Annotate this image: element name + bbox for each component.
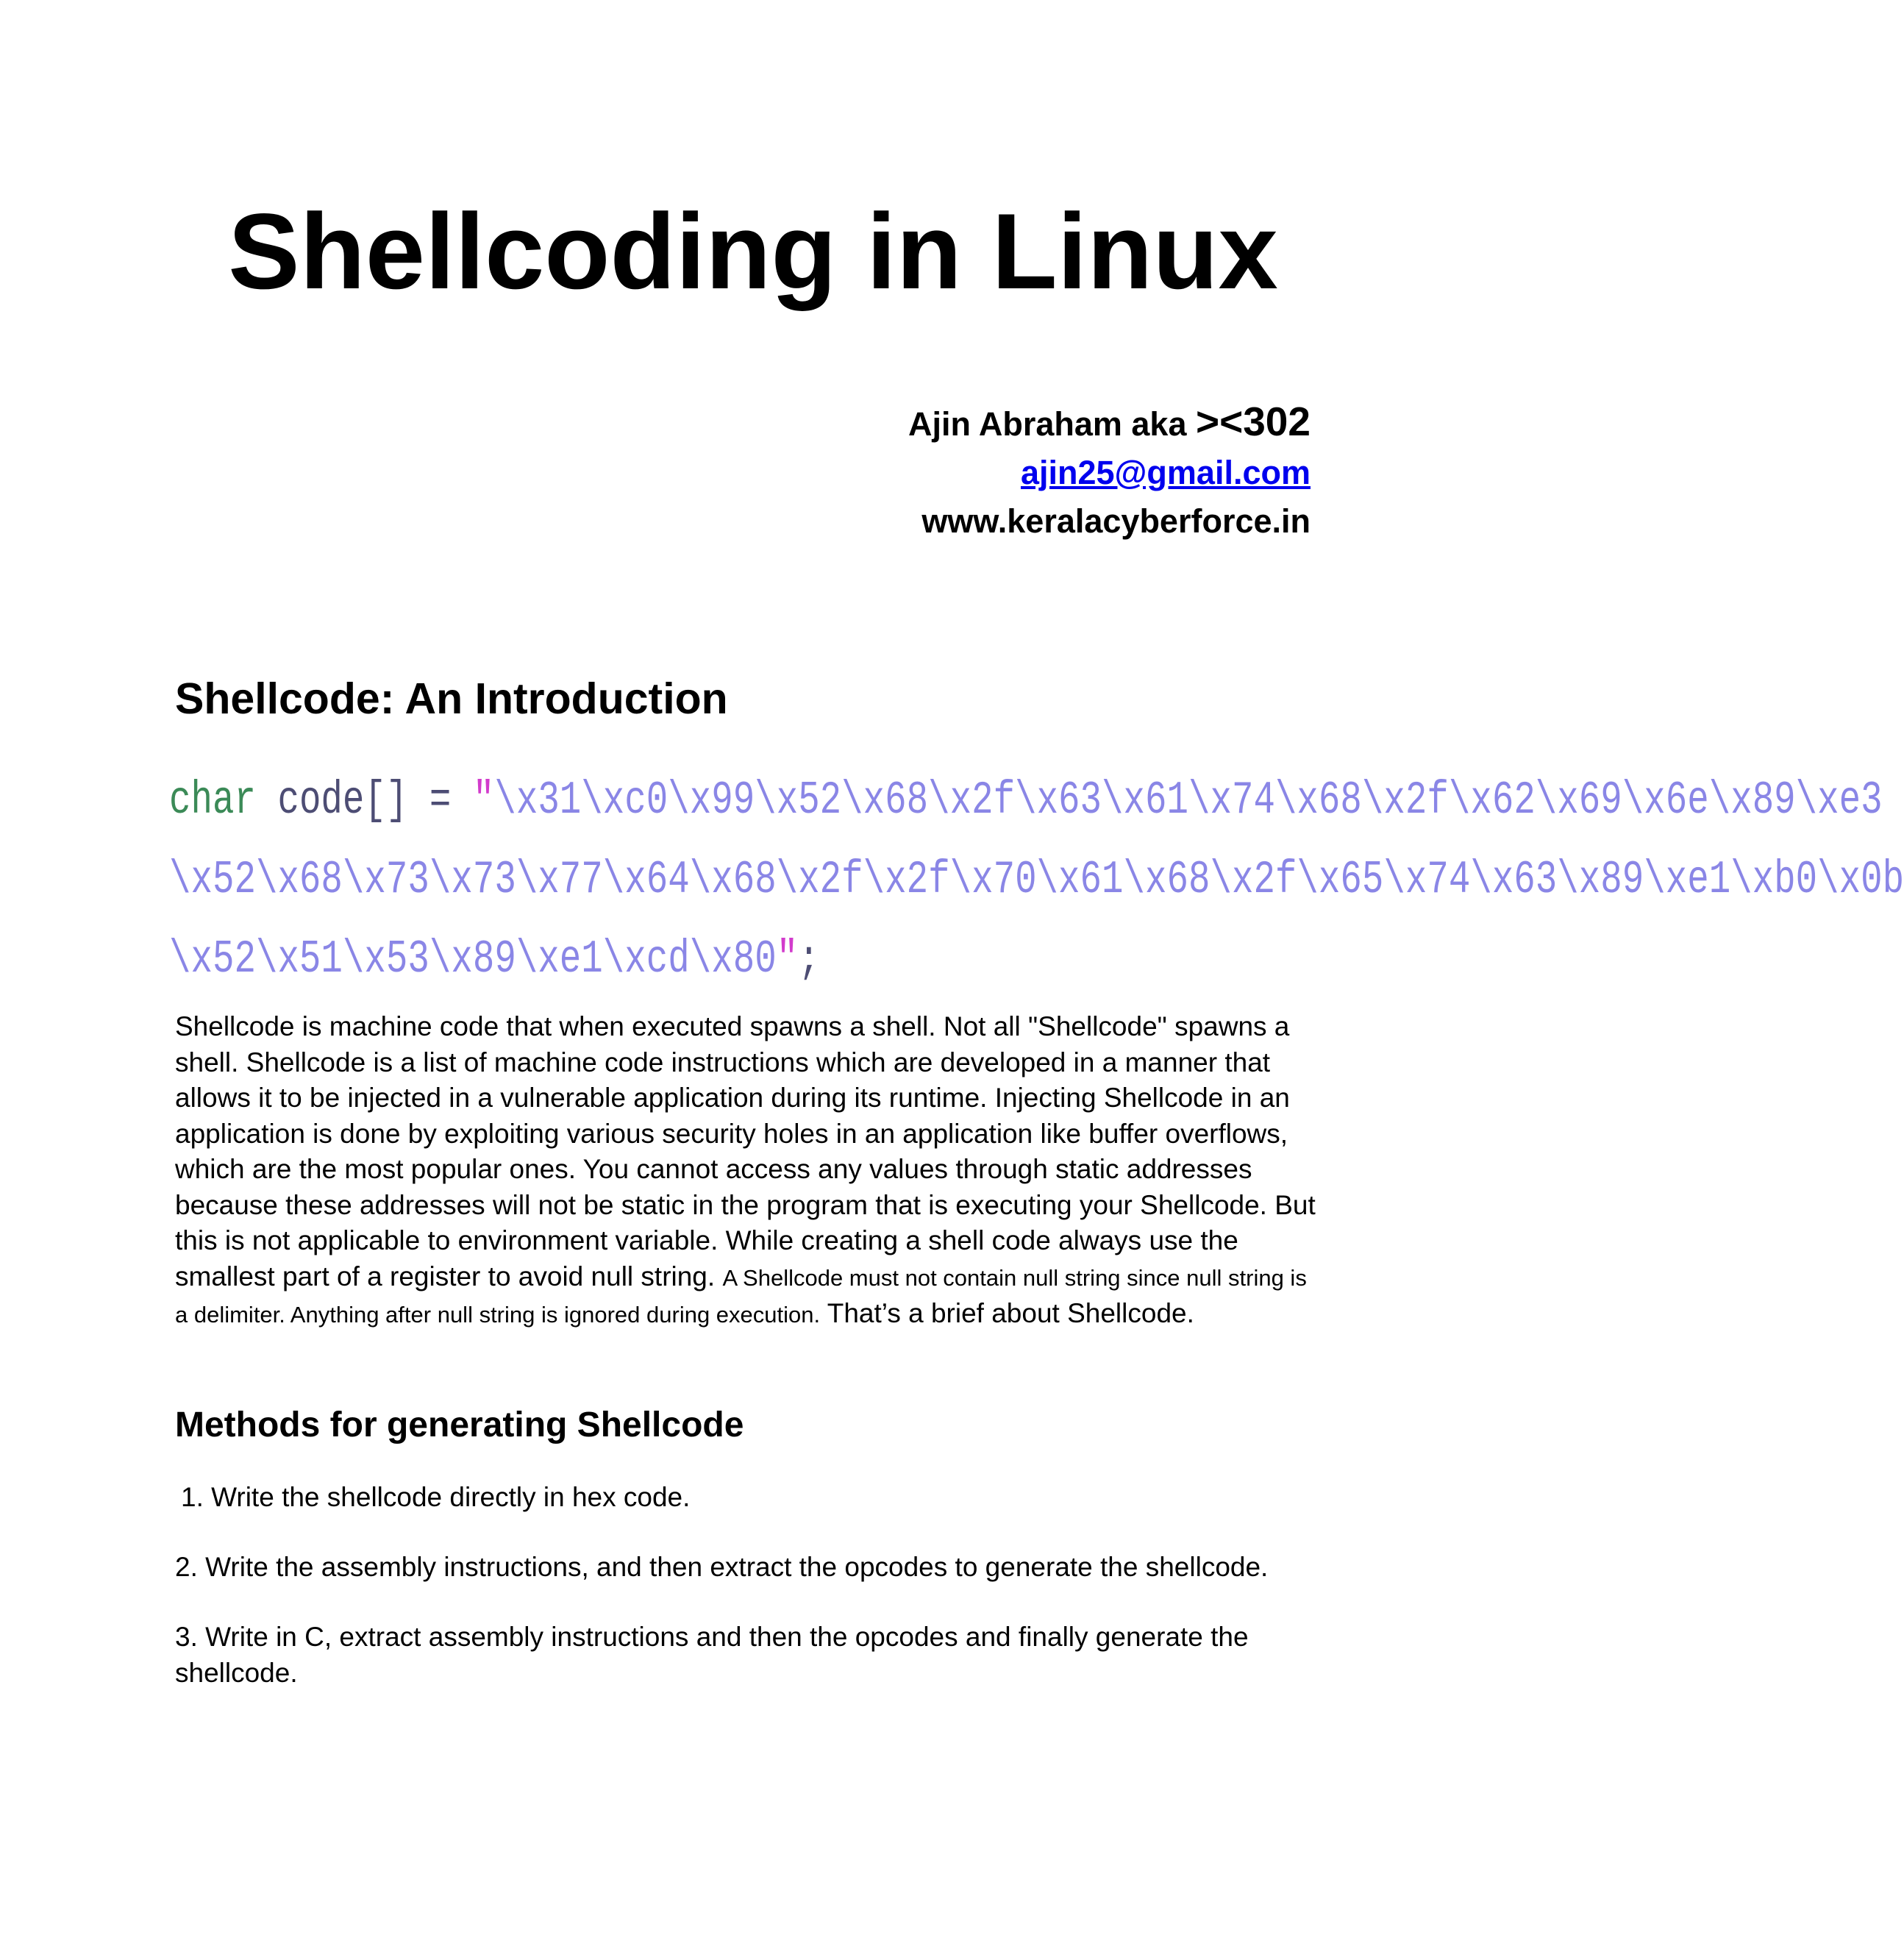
code-identifier: code[] =	[255, 774, 473, 827]
author-website: www.keralacyberforce.in	[921, 502, 1311, 540]
methods-heading: Methods for generating Shellcode	[175, 1405, 744, 1444]
code-line-1	[169, 761, 1883, 841]
code-keyword: char	[169, 774, 256, 827]
paragraph-small: A Shellcode must not contain null string since null string is a delimiter. Anything after null string is ignored during execution.	[175, 1264, 1307, 1328]
paragraph-tail: That’s a brief about Shellcode.	[820, 1298, 1194, 1328]
method-item-3: 3. Write in C, extract assembly instructions and then the opcodes and finally generate the shellcode.	[175, 1622, 1249, 1688]
author-block	[649, 397, 1311, 546]
code-quote-open: "	[472, 774, 495, 827]
code-hex-line-1: \x31\xc0\x99\x52\x68\x2f\x63\x61\x74\x68\x2f\x62\x69\x6e\x89\xe3	[494, 774, 1883, 827]
code-line-2	[169, 841, 1904, 920]
code-hex-line-2: \x52\x68\x73\x73\x77\x64\x68\x2f\x2f\x70\x61\x68\x2f\x65\x74\x63\x89\xe1\xb0\x0b	[169, 854, 1904, 906]
author-email-line	[649, 449, 1311, 497]
code-line-3	[169, 920, 1099, 1000]
code-hex-line-3: \x52\x51\x53\x89\xe1\xcd\x80	[169, 933, 777, 986]
paragraph-main: Shellcode is machine code that when executed spawns a shell. Not all "Shellcode" spawns a shell. Shellcode is a list of machine code instructions which are developed in a manner that allows it to be injected in a vulnerable application during its runtime. Injecting Shellcode in an application is done by exploiting various security holes in an application like buffer overflows, which are the most popular ones. You cannot access any values through static addresses because these addresses will not be static in the program that is executing your Shellcode. But this is not applicable to environment variable. While creating a shell code always use the smallest part of a register to avoid null string.	[175, 1011, 1316, 1291]
author-handle: ><302	[1195, 399, 1311, 444]
author-email-link[interactable]: ajin25@gmail.com	[1020, 454, 1311, 491]
code-quote-close: "	[776, 933, 799, 986]
method-item-1: 1. Write the shellcode directly in hex code.	[181, 1482, 691, 1512]
intro-paragraph	[175, 1009, 1322, 1333]
method-item-2: 2. Write the assembly instructions, and then extract the opcodes to generate the shellcode.	[175, 1552, 1269, 1582]
author-name: Ajin Abraham aka	[908, 405, 1196, 443]
author-line	[649, 397, 1311, 449]
shellcode-code-image	[169, 761, 1904, 1000]
code-terminator: ;	[798, 933, 820, 986]
document-title: Shellcoding in Linux	[228, 191, 1278, 311]
intro-heading: Shellcode: An Introduction	[175, 674, 728, 723]
